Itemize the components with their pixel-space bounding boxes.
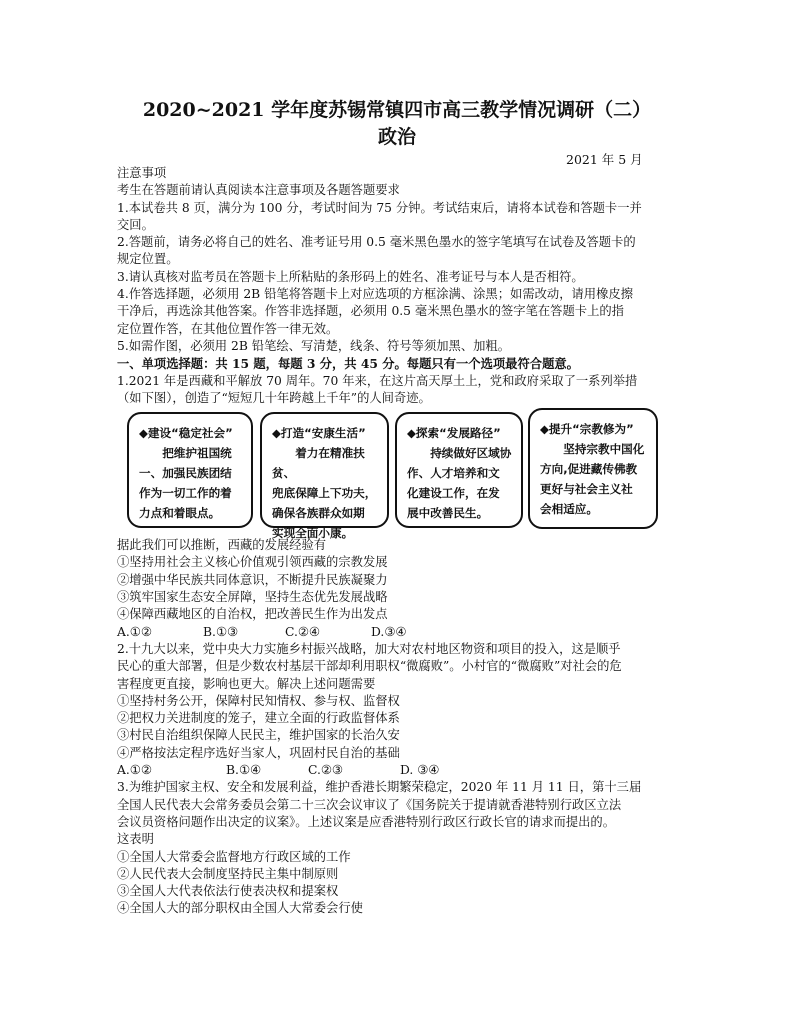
- notice-line: 交回。: [117, 217, 154, 232]
- q2-stem-line: 2.十九大以来，党中央大力实施乡村振兴战略，加大对农村地区物资和项目的投入，这是顺乎: [117, 641, 621, 656]
- option-d[interactable]: D. ③④: [400, 763, 440, 778]
- q1-figure: [117, 408, 695, 541]
- box-line: 把维护祖国统: [162, 446, 232, 461]
- q3-stem-line: 会议员资格问题作出决定的议案》。上述议案是应香港特别行政区行政长官的请求而提出的。: [117, 814, 616, 829]
- figure-box-stable-society: [127, 412, 253, 528]
- notice-line: 4.作答选择题，必须用 2B 铅笔将答题卡上对应选项的方框涂满、涂黑；如需改动，请用橡皮擦: [117, 287, 633, 302]
- option-a[interactable]: A.①②: [117, 624, 152, 639]
- notice-line: 2.答题前，请务必将自己的姓名、准考证号用 0.5 毫米黑色墨水的签字笔填写在试卷及答题卡的: [117, 235, 636, 250]
- box-title: ◆建设“稳定社会”: [139, 426, 233, 441]
- box-title: ◆提升“宗教修为”: [540, 422, 634, 437]
- subject-title: 政治: [377, 126, 416, 148]
- notice-line: 3.请认真核对监考员在答题卡上所粘贴的条形码上的姓名、准考证号与本人是否相符。: [117, 269, 584, 284]
- notice-heading: 注意事项: [117, 166, 167, 180]
- figure-box-well-off-life: [260, 412, 389, 541]
- q1-stem-line: 1.2021 年是西藏和平解放 70 周年。70 年来，在这片高天厚土上，党和政府采取了一系列举措: [117, 373, 638, 388]
- notice-line: 干净后，再选涂其他答案。作答非选择题，必须用 0.5 毫米黑色墨水的签字笔在答题卡上的指: [117, 304, 624, 319]
- exam-title: 2020~2021 学年度苏锡常镇四市高三教学情况调研（二）: [142, 99, 652, 121]
- q1-statement: ①坚持用社会主义核心价值观引领西藏的宗教发展: [117, 555, 388, 570]
- box-line: 作、人才培养和文: [407, 466, 500, 481]
- q1-statement: ②增强中华民族共同体意识，不断提升民族凝聚力: [117, 572, 388, 587]
- exam-content: [117, 165, 695, 918]
- notice-line: 1.本试卷共 8 页，满分为 100 分，考试时间为 75 分钟。考试结束后，请将本试卷和答题卡一并: [117, 200, 642, 215]
- box-line: 确保各族群众如期: [272, 506, 365, 521]
- box-line: 实现全面小康。: [272, 526, 354, 541]
- box-line: 作为一切工作的着: [139, 486, 232, 501]
- option-c[interactable]: C.②④: [285, 624, 320, 639]
- box-line: 会相适应。: [540, 502, 598, 517]
- option-b[interactable]: B.①④: [226, 763, 261, 778]
- section-heading: 一、单项选择题：共 15 题，每题 3 分，共 45 分。每题只有一个选项最符合题意。: [117, 356, 579, 372]
- option-a[interactable]: A.①②: [117, 763, 152, 778]
- q3-statement: ③全国人大代表依法行使表决权和提案权: [117, 884, 339, 899]
- box-line: 力点和着眼点。: [139, 506, 221, 521]
- notice-line: 规定位置。: [117, 252, 179, 267]
- q1-statement: ④保障西藏地区的自治权，把改善民生作为出发点: [117, 607, 388, 622]
- notice-intro: 考生在答题前请认真阅读本注意事项及各题答题要求: [117, 183, 400, 198]
- q3-stem-line: 这表明: [117, 832, 154, 847]
- q2-options: [117, 762, 695, 779]
- option-d[interactable]: D.③④: [371, 624, 407, 639]
- q3-statement: ④全国人大的部分职权由全国人大常委会行使: [117, 901, 363, 916]
- q2-stem-line: 民心的重大部署，但是少数农村基层干部却利用职权“微腐败”。小村官的“微腐败”对社会的危: [117, 659, 622, 674]
- q1-question: 据此我们可以推断，西藏的发展经验有: [117, 538, 327, 553]
- notice-line: 定位置作答，在其他位置作答一律无效。: [117, 321, 339, 336]
- q3-statement: ②人民代表大会制度坚持民主集中制原则: [117, 866, 339, 881]
- q1-statement: ③筑牢国家生态安全屏障，坚持生态优先发展战略: [117, 590, 388, 605]
- q2-statement: ③村民自治组织保障人民民主，维护国家的长治久安: [117, 728, 400, 743]
- q3-statement: ①全国人大常委会监督地方行政区域的工作: [117, 849, 351, 864]
- box-line: 更好与社会主义社: [540, 482, 633, 497]
- box-line: 坚持宗教中国化: [563, 442, 645, 457]
- notice-line: 5.如需作图，必须用 2B 铅笔绘、写清楚，线条、符号等须加黑、加粗。: [117, 338, 511, 353]
- option-b[interactable]: B.①③: [203, 624, 238, 639]
- option-c[interactable]: C.②③: [308, 763, 343, 778]
- q3-stem-line: 3.为维护国家主权、安全和发展利益，维护香港长期繁荣稳定，2020 年 11 月 11 日，第十三届: [117, 780, 642, 795]
- box-line: 展中改善民生。: [407, 506, 489, 521]
- box-line: 方向,促进藏传佛教: [540, 462, 638, 477]
- q2-stem-line: 害程度更直接，影响也更大。解决上述问题需要: [117, 676, 376, 691]
- box-title: ◆探索“发展路径”: [407, 426, 501, 441]
- q2-statement: ①坚持村务公开，保障村民知情权、参与权、监督权: [117, 693, 400, 708]
- q2-statement: ④严格按法定程序选好当家人，巩固村民自治的基础: [117, 745, 400, 760]
- figure-box-development-path: [395, 412, 523, 528]
- box-line: 化建设工作，在发: [407, 486, 500, 501]
- q1-stem-line: （如下图），创造了“短短几十年跨越上千年”的人间奇迹。: [117, 390, 431, 405]
- box-line: 着力在精准扶贫、: [272, 446, 365, 481]
- exam-date: 2021 年 5 月: [566, 152, 643, 167]
- q3-stem-line: 全国人民代表大会常务委员会第二十三次会议审议了《国务院关于提请就香港特别行政区立法: [117, 797, 622, 812]
- box-line: 一、加强民族团结: [139, 466, 232, 481]
- box-title: ◆打造“安康生活”: [272, 426, 366, 441]
- figure-box-religious-cultivation: [528, 408, 658, 529]
- box-line: 兜底保障上下功夫，: [272, 486, 377, 501]
- q2-statement: ②把权力关进制度的笼子，建立全面的行政监督体系: [117, 711, 400, 726]
- box-line: 持续做好区域协: [430, 446, 512, 461]
- q1-options: [117, 624, 695, 641]
